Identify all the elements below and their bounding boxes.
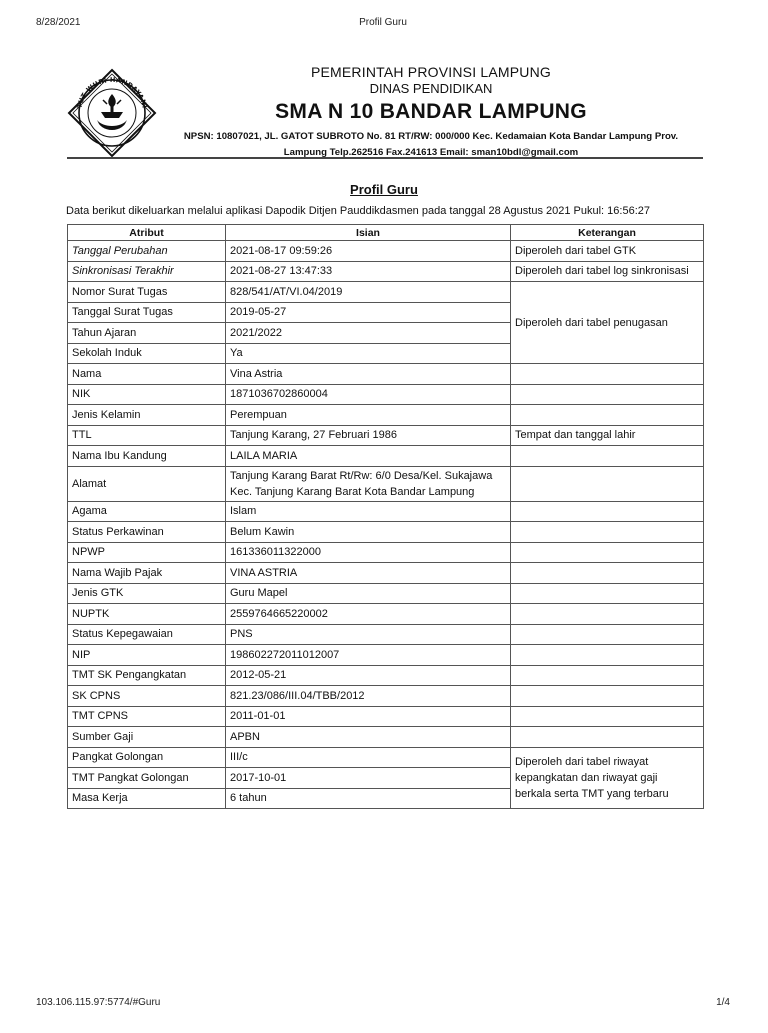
row-note — [511, 727, 704, 748]
row-note — [511, 583, 704, 604]
rank-note-line-1: Diperoleh dari tabel riwayat — [515, 755, 649, 768]
row-note: Tempat dan tanggal lahir — [511, 425, 704, 446]
row-value: Islam — [226, 501, 511, 522]
table-row — [68, 563, 704, 584]
table-row — [68, 522, 704, 543]
row-value: 2559764665220002 — [226, 604, 511, 625]
row-attr: TMT CPNS — [68, 706, 226, 727]
row-value: 828/541/AT/VI.04/2019 — [226, 282, 511, 303]
school-name: SMA N 10 BANDAR LAMPUNG — [275, 100, 587, 123]
row-value: Ya — [226, 343, 511, 364]
row-value: 2017-10-01 — [226, 768, 511, 789]
row-note — [511, 522, 704, 543]
letterhead-text — [159, 60, 703, 161]
row-attr: TTL — [68, 425, 226, 446]
svg-text:TUT WURI HANDAYANI: TUT WURI HANDAYANI — [75, 75, 149, 110]
address-value-line-1: Tanjung Karang Barat Rt/Rw: 6/0 Desa/Kel. Sukajawa — [230, 469, 493, 482]
row-value: 2019-05-27 — [226, 302, 511, 323]
row-attr: Status Perkawinan — [68, 522, 226, 543]
row-note — [511, 604, 704, 625]
col-header-atribut: Atribut — [68, 225, 226, 241]
table-row — [68, 405, 704, 426]
row-attr: Sinkronisasi Terakhir — [68, 261, 226, 282]
row-note — [511, 405, 704, 426]
row-note — [511, 624, 704, 645]
table-row — [68, 466, 704, 501]
row-attr: NIK — [68, 384, 226, 405]
row-attr: Pangkat Golongan — [68, 747, 226, 768]
table-row — [68, 425, 704, 446]
row-value: PNS — [226, 624, 511, 645]
row-value — [226, 466, 511, 501]
tut-wuri-handayani-logo-icon — [67, 68, 157, 158]
province-name: PEMERINTAH PROVINSI LAMPUNG — [310, 64, 552, 80]
row-note — [511, 665, 704, 686]
row-attr: Status Kepegawaian — [68, 624, 226, 645]
table-row — [68, 604, 704, 625]
row-attr: Tanggal Perubahan — [68, 241, 226, 262]
row-attr: TMT Pangkat Golongan — [68, 768, 226, 789]
row-value: VINA ASTRIA — [226, 563, 511, 584]
row-value: Perempuan — [226, 405, 511, 426]
table-row — [68, 645, 704, 666]
row-attr: Masa Kerja — [68, 788, 226, 809]
document-title: Profil Guru — [350, 182, 418, 197]
row-attr: Sumber Gaji — [68, 727, 226, 748]
row-value: 1871036702860004 — [226, 384, 511, 405]
row-note: Diperoleh dari tabel log sinkronisasi — [511, 261, 704, 282]
row-attr: Agama — [68, 501, 226, 522]
row-note — [511, 446, 704, 467]
table-row — [68, 542, 704, 563]
table-header-row — [68, 225, 704, 241]
rank-note-line-3: berkala serta TMT yang terbaru — [515, 787, 669, 800]
letterhead-divider — [67, 157, 703, 159]
table-row — [68, 364, 704, 385]
table-row — [68, 501, 704, 522]
address-line-2: Lampung Telp.262516 Fax.241613 Email: sman10bdl@gmail.com — [283, 147, 579, 158]
print-footer — [36, 997, 730, 1033]
row-value: 2011-01-01 — [226, 706, 511, 727]
address-value-line-2: Kec. Tanjung Karang Barat Kota Bandar Lampung — [230, 485, 475, 498]
print-url: 103.106.115.97:5774/#Guru — [36, 997, 161, 1008]
row-value: Belum Kawin — [226, 522, 511, 543]
row-value: Guru Mapel — [226, 583, 511, 604]
row-attr: Nama Ibu Kandung — [68, 446, 226, 467]
table-row — [68, 727, 704, 748]
row-attr: NUPTK — [68, 604, 226, 625]
table-row — [68, 583, 704, 604]
col-header-keterangan: Keterangan — [511, 225, 704, 241]
table-row — [68, 624, 704, 645]
page-number: 1/4 — [716, 997, 730, 1008]
row-value: 198602272011012007 — [226, 645, 511, 666]
row-attr: Jenis Kelamin — [68, 405, 226, 426]
row-note — [511, 686, 704, 707]
row-value: 2021-08-17 09:59:26 — [226, 241, 511, 262]
row-value: APBN — [226, 727, 511, 748]
row-value: 161336011322000 — [226, 542, 511, 563]
row-note — [511, 501, 704, 522]
table-row — [68, 706, 704, 727]
table-row — [68, 241, 704, 262]
row-attr: Tanggal Surat Tugas — [68, 302, 226, 323]
row-attr: Jenis GTK — [68, 583, 226, 604]
row-value: III/c — [226, 747, 511, 768]
row-value: 821.23/086/III.04/TBB/2012 — [226, 686, 511, 707]
row-attr: NPWP — [68, 542, 226, 563]
row-value: 2012-05-21 — [226, 665, 511, 686]
row-note: Diperoleh dari tabel penugasan — [511, 282, 704, 364]
row-note — [511, 542, 704, 563]
agency-name: DINAS PENDIDIKAN — [369, 81, 493, 96]
intro-text: Data berikut dikeluarkan melalui aplikasi Dapodik Ditjen Pauddikdasmen pada tanggal 28 Agustus 2021 Pukul: 16:56:27 — [66, 205, 650, 217]
table-row — [68, 282, 704, 303]
row-value: LAILA MARIA — [226, 446, 511, 467]
row-note — [511, 384, 704, 405]
row-attr: Nama — [68, 364, 226, 385]
row-note — [511, 645, 704, 666]
profile-table — [67, 224, 704, 809]
row-note — [511, 747, 704, 809]
table-row — [68, 446, 704, 467]
table-row — [68, 665, 704, 686]
address-line-1: NPSN: 10807021, JL. GATOT SUBROTO No. 81 RT/RW: 000/000 Kec. Kedamaian Kota Bandar Lampung Prov. — [183, 131, 679, 142]
row-attr: TMT SK Pengangkatan — [68, 665, 226, 686]
row-note — [511, 466, 704, 501]
row-attr: Alamat — [68, 466, 226, 501]
row-attr: Nama Wajib Pajak — [68, 563, 226, 584]
row-value: 2021/2022 — [226, 323, 511, 344]
row-attr: SK CPNS — [68, 686, 226, 707]
row-note: Diperoleh dari tabel GTK — [511, 241, 704, 262]
letterhead — [67, 60, 703, 158]
col-header-isian: Isian — [226, 225, 511, 241]
row-note — [511, 364, 704, 385]
table-row — [68, 686, 704, 707]
row-value: Tanjung Karang, 27 Februari 1986 — [226, 425, 511, 446]
print-title: Profil Guru — [359, 17, 407, 28]
row-attr: Tahun Ajaran — [68, 323, 226, 344]
row-attr: NIP — [68, 645, 226, 666]
row-attr: Sekolah Induk — [68, 343, 226, 364]
print-date: 8/28/2021 — [36, 17, 81, 28]
table-row — [68, 747, 704, 768]
table-row — [68, 384, 704, 405]
print-header — [36, 17, 730, 31]
rank-note-line-2: kepangkatan dan riwayat gaji — [515, 771, 658, 784]
row-attr: Nomor Surat Tugas — [68, 282, 226, 303]
row-note — [511, 563, 704, 584]
row-value: 6 tahun — [226, 788, 511, 809]
row-value: 2021-08-27 13:47:33 — [226, 261, 511, 282]
table-row — [68, 261, 704, 282]
row-note — [511, 706, 704, 727]
row-value: Vina Astria — [226, 364, 511, 385]
